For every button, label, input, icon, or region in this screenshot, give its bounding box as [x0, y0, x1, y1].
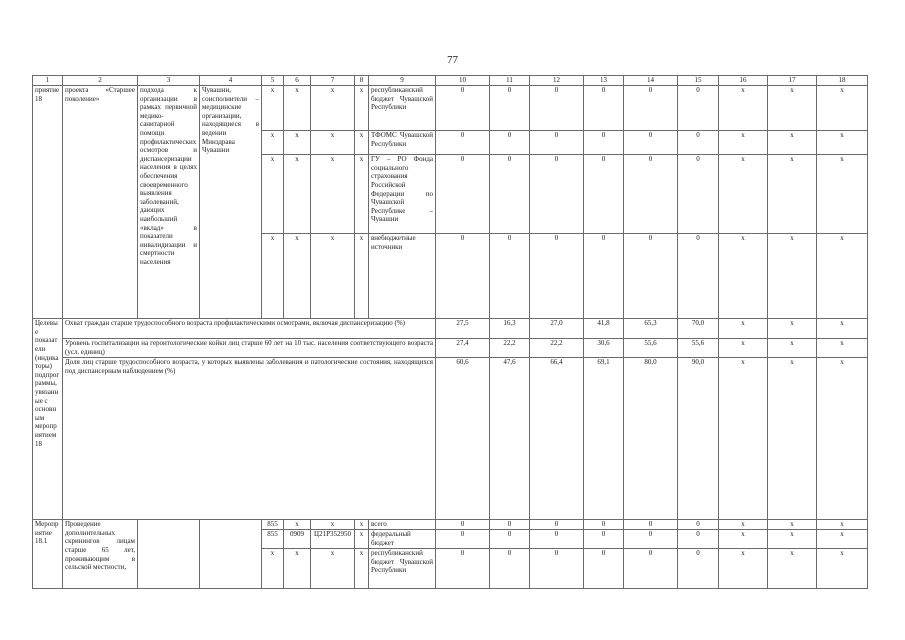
- code-cell: x: [284, 86, 311, 131]
- value-cell: 0: [530, 530, 584, 549]
- value-cell: 0: [490, 130, 530, 154]
- value-cell: 69,1: [584, 358, 624, 520]
- value-cell: 0: [490, 234, 530, 319]
- value-cell: 0: [624, 549, 678, 589]
- value-cell: 0: [436, 549, 490, 589]
- value-cell: x: [817, 520, 868, 530]
- code-cell: x: [284, 520, 311, 530]
- value-cell: 0: [436, 155, 490, 234]
- indicator-text: Уровень госпитализации на геронтологические койки лиц старше 60 лет на 10 тыс. населения соответствующего возраста (усл. единиц): [63, 339, 436, 358]
- code-cell: x: [311, 155, 355, 234]
- code-cell: x: [262, 155, 284, 234]
- funding-source-cell: ГУ – РО Фонда социального страхования Российской Федерации по Чувашской Республике – Чувашии: [369, 155, 436, 234]
- code-cell: x: [262, 549, 284, 589]
- code-cell: x: [355, 86, 369, 131]
- value-cell: x: [817, 234, 868, 319]
- value-cell: 41,8: [584, 319, 624, 339]
- column-number-15: 15: [678, 76, 719, 86]
- value-cell: 0: [530, 86, 584, 131]
- column-number-8: 8: [355, 76, 369, 86]
- value-cell: 0: [584, 130, 624, 154]
- value-cell: x: [719, 520, 768, 530]
- value-cell: 0: [678, 520, 719, 530]
- value-cell: x: [768, 358, 817, 520]
- value-cell: 0: [436, 130, 490, 154]
- value-cell: 30,6: [584, 339, 624, 358]
- code-cell: x: [355, 130, 369, 154]
- code-cell: x: [355, 155, 369, 234]
- column-number-12: 12: [530, 76, 584, 86]
- code-cell: x: [284, 234, 311, 319]
- value-cell: 0: [624, 520, 678, 530]
- value-cell: 60,6: [436, 358, 490, 520]
- column-number-10: 10: [436, 76, 490, 86]
- code-cell: x: [284, 549, 311, 589]
- value-cell: 0: [678, 86, 719, 131]
- empty-cell: [200, 520, 262, 589]
- column-number-4: 4: [200, 76, 262, 86]
- table-row: [33, 319, 868, 339]
- value-cell: 70,0: [678, 319, 719, 339]
- value-cell: 0: [490, 86, 530, 131]
- code-cell: x: [311, 520, 355, 530]
- code-cell: x: [311, 130, 355, 154]
- funding-source-cell: всего: [369, 520, 436, 530]
- column-number-17: 17: [768, 76, 817, 86]
- executors-cell: Чувашии, соисполнители – медицинские организации, находящиеся в ведении Минздрава Чувашии: [200, 86, 262, 155]
- table-row: [33, 520, 868, 530]
- value-cell: 0: [436, 234, 490, 319]
- code-cell: x: [355, 549, 369, 589]
- value-cell: 0: [678, 130, 719, 154]
- value-cell: 0: [624, 155, 678, 234]
- column-number-5: 5: [262, 76, 284, 86]
- column-number-2: 2: [63, 76, 138, 86]
- value-cell: 66,4: [530, 358, 584, 520]
- value-cell: 0: [678, 530, 719, 549]
- value-cell: x: [768, 155, 817, 234]
- value-cell: 0: [584, 86, 624, 131]
- value-cell: 55,6: [624, 339, 678, 358]
- code-cell: x: [262, 234, 284, 319]
- column-number-16: 16: [719, 76, 768, 86]
- column-number-9: 9: [369, 76, 436, 86]
- value-cell: 80,0: [624, 358, 678, 520]
- value-cell: 0: [678, 155, 719, 234]
- value-cell: x: [719, 130, 768, 154]
- value-cell: 0: [530, 130, 584, 154]
- value-cell: x: [768, 86, 817, 131]
- code-cell: x: [262, 86, 284, 131]
- event-name-cell: приятие 18: [33, 86, 63, 319]
- funding-source-cell: федеральный бюджет: [369, 530, 436, 549]
- value-cell: 0: [624, 234, 678, 319]
- code-cell: x: [311, 549, 355, 589]
- value-cell: x: [817, 319, 868, 339]
- value-cell: 16,3: [490, 319, 530, 339]
- value-cell: 0: [530, 549, 584, 589]
- column-number-6: 6: [284, 76, 311, 86]
- value-cell: x: [768, 549, 817, 589]
- value-cell: x: [768, 130, 817, 154]
- value-cell: 90,0: [678, 358, 719, 520]
- code-cell: x: [311, 86, 355, 131]
- event-description-cell: Проведение дополнительных скринингов лицам старше 65 лет, проживающим в сельской местности,: [63, 520, 138, 589]
- value-cell: x: [817, 549, 868, 589]
- funding-source-cell: республиканский бюджет Чувашской Республики: [369, 549, 436, 589]
- code-cell: x: [311, 234, 355, 319]
- value-cell: 55,6: [678, 339, 719, 358]
- value-cell: 22,2: [530, 339, 584, 358]
- indicators-label: Целевые показатели (индикаторы) подпрограммы, увязанные с основным мероприятием 18: [33, 319, 63, 520]
- value-cell: 0: [624, 530, 678, 549]
- page-number: 77: [447, 54, 458, 66]
- value-cell: 0: [678, 234, 719, 319]
- code-cell: 855: [262, 520, 284, 530]
- value-cell: x: [768, 520, 817, 530]
- value-cell: x: [817, 86, 868, 131]
- code-cell: 0909: [284, 530, 311, 549]
- value-cell: x: [719, 549, 768, 589]
- value-cell: x: [719, 319, 768, 339]
- code-cell: Ц21P352950: [311, 530, 355, 549]
- value-cell: x: [768, 530, 817, 549]
- column-number-14: 14: [624, 76, 678, 86]
- event-name-cell: Мероприятие 18.1: [33, 520, 63, 589]
- value-cell: x: [768, 319, 817, 339]
- column-number-13: 13: [584, 76, 624, 86]
- budget-table: [32, 75, 868, 589]
- empty-cell: [138, 520, 200, 589]
- code-cell: x: [284, 155, 311, 234]
- value-cell: x: [768, 339, 817, 358]
- value-cell: 0: [490, 530, 530, 549]
- table-row: [33, 339, 868, 358]
- value-cell: x: [817, 130, 868, 154]
- project-cell: проекта «Старшее поколение»: [63, 86, 138, 319]
- indicator-text: Охват граждан старше трудоспособного возраста профилактическими осмотрами, включая диспансеризацию (%): [63, 319, 436, 339]
- value-cell: 0: [436, 520, 490, 530]
- value-cell: x: [817, 339, 868, 358]
- value-cell: 0: [584, 530, 624, 549]
- value-cell: x: [719, 358, 768, 520]
- column-number-1: 1: [33, 76, 63, 86]
- value-cell: 27,0: [530, 319, 584, 339]
- value-cell: 65,3: [624, 319, 678, 339]
- value-cell: 0: [678, 549, 719, 589]
- value-cell: x: [817, 530, 868, 549]
- value-cell: 0: [584, 234, 624, 319]
- code-cell: x: [355, 520, 369, 530]
- table-row: [33, 86, 868, 131]
- value-cell: 0: [530, 234, 584, 319]
- value-cell: x: [719, 234, 768, 319]
- value-cell: 22,2: [490, 339, 530, 358]
- column-number-11: 11: [490, 76, 530, 86]
- value-cell: x: [817, 155, 868, 234]
- column-number-7: 7: [311, 76, 355, 86]
- column-number-18: 18: [817, 76, 868, 86]
- value-cell: 0: [584, 549, 624, 589]
- funding-source-cell: ТФОМС Чувашской Республики: [369, 130, 436, 154]
- code-cell: x: [262, 130, 284, 154]
- executors-cell-cont: [200, 155, 262, 319]
- code-cell: x: [355, 234, 369, 319]
- funding-source-cell: республиканский бюджет Чувашской Республики: [369, 86, 436, 131]
- value-cell: 27,4: [436, 339, 490, 358]
- value-cell: 0: [584, 520, 624, 530]
- column-number-row: [33, 76, 868, 86]
- value-cell: 0: [530, 155, 584, 234]
- value-cell: 0: [490, 155, 530, 234]
- code-cell: x: [284, 130, 311, 154]
- value-cell: 47,6: [490, 358, 530, 520]
- code-cell: x: [355, 530, 369, 549]
- value-cell: x: [719, 530, 768, 549]
- value-cell: 0: [436, 86, 490, 131]
- value-cell: x: [719, 155, 768, 234]
- value-cell: 0: [436, 530, 490, 549]
- value-cell: 0: [490, 549, 530, 589]
- funding-source-cell: внебюджетные источники: [369, 234, 436, 319]
- value-cell: x: [719, 339, 768, 358]
- value-cell: 27,5: [436, 319, 490, 339]
- column-number-3: 3: [138, 76, 200, 86]
- value-cell: x: [817, 358, 868, 520]
- value-cell: 0: [624, 130, 678, 154]
- value-cell: 0: [584, 155, 624, 234]
- value-cell: 0: [530, 520, 584, 530]
- value-cell: x: [768, 234, 817, 319]
- approach-cell: подхода к организации в рамках первичной медико-санитарной помощи профилактических осмотров и диспансеризации населения в целях обеспечения своевременного выявления заболеваний, дающих наибольший «вклад» в показатели инвалидизации и смертности населения: [138, 86, 200, 319]
- value-cell: x: [719, 86, 768, 131]
- table-row: [33, 358, 868, 520]
- value-cell: 0: [490, 520, 530, 530]
- value-cell: 0: [624, 86, 678, 131]
- code-cell: 855: [262, 530, 284, 549]
- indicator-text: Доля лиц старше трудоспособного возраста, у которых выявлены заболевания и патологические состояния, находящихся под диспансерным наблюдением (%): [63, 358, 436, 520]
